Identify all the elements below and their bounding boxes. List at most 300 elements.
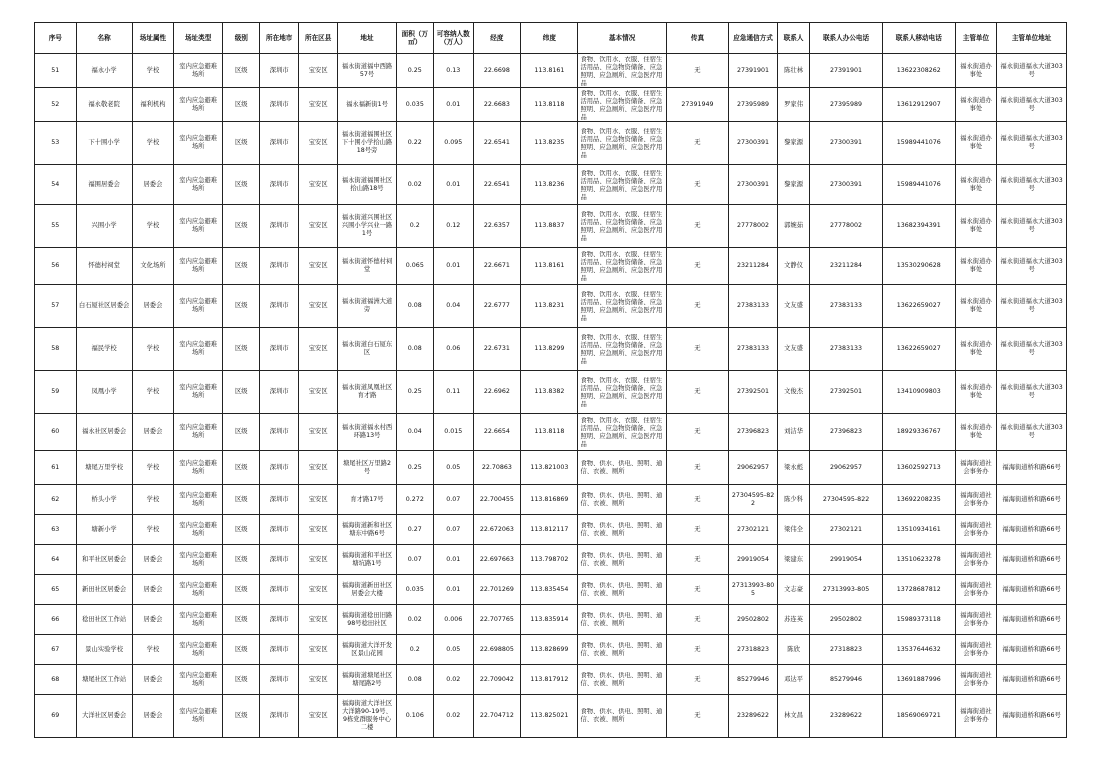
cell-col-city: 深圳市 <box>260 451 298 485</box>
cell-col-mobile-phone: 13410909803 <box>882 371 955 414</box>
cell-col-area: 0.2 <box>396 205 433 248</box>
cell-col-area: 0.22 <box>396 122 433 165</box>
cell-col-level: 区级 <box>223 695 260 738</box>
cell-col-site-type: 室内应急避难场所 <box>174 205 223 248</box>
cell-col-emergency-comm: 27383133 <box>729 285 778 328</box>
cell-col-contact: 黎家源 <box>777 165 809 205</box>
cell-col-latitude: 113.835914 <box>521 605 578 635</box>
cell-col-supervisor: 福永街道办事处 <box>955 328 997 371</box>
cell-col-district: 宝安区 <box>298 205 337 248</box>
cell-col-basic-info <box>578 165 666 205</box>
cell-col-longitude: 22.6683 <box>473 88 521 122</box>
cell-col-emergency-comm: 27395989 <box>729 88 778 122</box>
cell-col-mobile-phone: 18569069721 <box>882 695 955 738</box>
header-col-mobile-phone: 联系人移动电话 <box>882 23 955 54</box>
cell-col-contact: 林文昌 <box>777 695 809 738</box>
cell-col-address: 福永街道白石厦东区 <box>338 328 396 371</box>
cell-col-capacity: 0.01 <box>434 248 473 285</box>
cell-col-capacity: 0.01 <box>434 545 473 575</box>
cell-col-area: 0.08 <box>396 665 433 695</box>
cell-col-supervisor: 福海街道社会事务办 <box>955 451 997 485</box>
cell-col-index: 58 <box>35 328 77 371</box>
cell-col-latitude: 113.817912 <box>521 665 578 695</box>
header-col-contact: 联系人 <box>777 23 809 54</box>
basic-info-text: 食物、供水、供电、照明、通信、衣被、厕所 <box>580 641 663 657</box>
cell-col-office-phone: 27391901 <box>810 54 883 88</box>
cell-col-district: 宝安区 <box>298 451 337 485</box>
cell-col-fax: 无 <box>666 545 728 575</box>
cell-col-name: 福永小学 <box>76 54 132 88</box>
cell-col-fax: 无 <box>666 54 728 88</box>
cell-col-supervisor-address: 福海街道桥和路66号 <box>997 545 1067 575</box>
cell-col-district: 宝安区 <box>298 485 337 515</box>
cell-col-index: 54 <box>35 165 77 205</box>
cell-col-capacity: 0.07 <box>434 515 473 545</box>
basic-info-text: 食物、供水、供电、照明、通信、衣被、厕所 <box>580 551 663 567</box>
cell-col-address: 福永街道怀德村祠堂 <box>338 248 396 285</box>
cell-col-address: 福永街道福洲大道旁 <box>338 285 396 328</box>
basic-info-text: 食物、饮用水、衣服、住宿生活用品、应急物资储备、应急照明、应急厕所、应急医疗用品 <box>580 89 663 120</box>
cell-col-address: 福永街道福围社区拾山路18号 <box>338 165 396 205</box>
cell-col-address: 福海街道和平社区塘坑路1号 <box>338 545 396 575</box>
cell-col-office-phone: 27302121 <box>810 515 883 545</box>
cell-col-address: 福永街道福中西路57号 <box>338 54 396 88</box>
cell-col-supervisor: 福永街道办事处 <box>955 54 997 88</box>
cell-col-area: 0.02 <box>396 165 433 205</box>
cell-col-city: 深圳市 <box>260 665 298 695</box>
cell-col-area: 0.106 <box>396 695 433 738</box>
table-row <box>35 285 1067 328</box>
table-row <box>35 371 1067 414</box>
cell-col-contact: 文静仪 <box>777 248 809 285</box>
cell-col-office-phone: 23289622 <box>810 695 883 738</box>
cell-col-level: 区级 <box>223 285 260 328</box>
cell-col-site-type: 室内应急避难场所 <box>174 88 223 122</box>
cell-col-emergency-comm: 27313993-805 <box>729 575 778 605</box>
cell-col-latitude: 113.8161 <box>521 54 578 88</box>
cell-col-site-type: 室内应急避难场所 <box>174 635 223 665</box>
cell-col-contact: 陈壮林 <box>777 54 809 88</box>
cell-col-fax: 无 <box>666 122 728 165</box>
cell-col-site-attribute: 学校 <box>132 122 174 165</box>
cell-col-district: 宝安区 <box>298 695 337 738</box>
cell-col-latitude: 113.816869 <box>521 485 578 515</box>
cell-col-index: 62 <box>35 485 77 515</box>
cell-col-level: 区级 <box>223 414 260 451</box>
cell-col-longitude: 22.6541 <box>473 122 521 165</box>
cell-col-mobile-phone: 13602592713 <box>882 451 955 485</box>
cell-col-district: 宝安区 <box>298 285 337 328</box>
cell-col-site-attribute: 学校 <box>132 451 174 485</box>
cell-col-level: 区级 <box>223 635 260 665</box>
cell-col-longitude: 22.697663 <box>473 545 521 575</box>
cell-col-city: 深圳市 <box>260 205 298 248</box>
cell-col-contact: 文友盛 <box>777 328 809 371</box>
cell-col-emergency-comm: 27318823 <box>729 635 778 665</box>
cell-col-contact: 罗家伟 <box>777 88 809 122</box>
cell-col-office-phone: 27300391 <box>810 165 883 205</box>
table-row <box>35 575 1067 605</box>
cell-col-name: 怀德村祠堂 <box>76 248 132 285</box>
cell-col-index: 55 <box>35 205 77 248</box>
cell-col-name: 塘尾万里学校 <box>76 451 132 485</box>
cell-col-address: 福永街道福永村西环路13号 <box>338 414 396 451</box>
cell-col-supervisor: 福海街道社会事务办 <box>955 545 997 575</box>
cell-col-city: 深圳市 <box>260 371 298 414</box>
basic-info-text: 食物、供水、供电、照明、通信、衣被、厕所 <box>580 521 663 537</box>
cell-col-capacity: 0.06 <box>434 328 473 371</box>
cell-col-emergency-comm: 23211284 <box>729 248 778 285</box>
table-row <box>35 451 1067 485</box>
cell-col-supervisor-address: 福海街道桥和路66号 <box>997 515 1067 545</box>
header-row <box>35 23 1067 54</box>
cell-col-longitude: 22.6671 <box>473 248 521 285</box>
cell-col-site-type: 室内应急避难场所 <box>174 695 223 738</box>
cell-col-contact: 梁伟全 <box>777 515 809 545</box>
cell-col-office-phone: 27392501 <box>810 371 883 414</box>
cell-col-site-attribute: 学校 <box>132 485 174 515</box>
basic-info-text: 食物、饮用水、衣服、住宿生活用品、应急物资储备、应急照明、应急厕所、应急医疗用品 <box>580 251 663 281</box>
cell-col-district: 宝安区 <box>298 54 337 88</box>
cell-col-basic-info <box>578 54 666 88</box>
cell-col-mobile-phone: 15989441076 <box>882 165 955 205</box>
cell-col-level: 区级 <box>223 328 260 371</box>
cell-col-basic-info <box>578 695 666 738</box>
cell-col-city: 深圳市 <box>260 328 298 371</box>
cell-col-capacity: 0.015 <box>434 414 473 451</box>
cell-col-latitude: 113.8235 <box>521 122 578 165</box>
basic-info-text: 食物、供水、供电、照明、通信、衣被、厕所 <box>580 491 663 507</box>
cell-col-latitude: 113.8837 <box>521 205 578 248</box>
cell-col-basic-info <box>578 328 666 371</box>
header-col-city: 所在地市 <box>260 23 298 54</box>
cell-col-site-type: 室内应急避难场所 <box>174 575 223 605</box>
cell-col-supervisor: 福海街道社会事务办 <box>955 665 997 695</box>
cell-col-site-attribute: 居委会 <box>132 545 174 575</box>
cell-col-mobile-phone: 13682394391 <box>882 205 955 248</box>
cell-col-level: 区级 <box>223 665 260 695</box>
cell-col-fax: 无 <box>666 575 728 605</box>
cell-col-capacity: 0.02 <box>434 665 473 695</box>
table-row <box>35 54 1067 88</box>
cell-col-capacity: 0.05 <box>434 451 473 485</box>
cell-col-contact: 刘洁华 <box>777 414 809 451</box>
cell-col-longitude: 22.700455 <box>473 485 521 515</box>
cell-col-site-attribute: 居委会 <box>132 605 174 635</box>
cell-col-area: 0.27 <box>396 515 433 545</box>
basic-info-text: 食物、饮用水、衣服、住宿生活用品、应急物资储备、应急照明、应急厕所、应急医疗用品 <box>580 211 663 241</box>
cell-col-area: 0.25 <box>396 54 433 88</box>
cell-col-supervisor-address: 福海街道桥和路66号 <box>997 451 1067 485</box>
cell-col-basic-info <box>578 285 666 328</box>
cell-col-fax: 27391949 <box>666 88 728 122</box>
cell-col-basic-info <box>578 665 666 695</box>
cell-col-office-phone: 27318823 <box>810 635 883 665</box>
cell-col-index: 53 <box>35 122 77 165</box>
header-col-address: 地址 <box>338 23 396 54</box>
cell-col-mobile-phone: 13622659027 <box>882 328 955 371</box>
cell-col-site-type: 室内应急避难场所 <box>174 54 223 88</box>
cell-col-site-type: 室内应急避难场所 <box>174 485 223 515</box>
cell-col-office-phone: 27313993-805 <box>810 575 883 605</box>
cell-col-city: 深圳市 <box>260 515 298 545</box>
header-col-district: 所在区县 <box>298 23 337 54</box>
cell-col-longitude: 22.707765 <box>473 605 521 635</box>
cell-col-area: 0.065 <box>396 248 433 285</box>
cell-col-emergency-comm: 27391901 <box>729 54 778 88</box>
table-row <box>35 635 1067 665</box>
cell-col-office-phone: 27300391 <box>810 122 883 165</box>
cell-col-mobile-phone: 13622308262 <box>882 54 955 88</box>
cell-col-contact: 梁建东 <box>777 545 809 575</box>
cell-col-supervisor-address: 福永街道福永大道303号 <box>997 165 1067 205</box>
cell-col-fax: 无 <box>666 285 728 328</box>
cell-col-contact: 黎家源 <box>777 122 809 165</box>
cell-col-supervisor-address: 福海街道桥和路66号 <box>997 695 1067 738</box>
header-col-emergency-comm: 应急通信方式 <box>729 23 778 54</box>
cell-col-level: 区级 <box>223 605 260 635</box>
cell-col-office-phone: 27383133 <box>810 328 883 371</box>
cell-col-supervisor: 福海街道社会事务办 <box>955 485 997 515</box>
cell-col-site-attribute: 学校 <box>132 635 174 665</box>
cell-col-name: 塘尾社区工作站 <box>76 665 132 695</box>
cell-col-area: 0.25 <box>396 371 433 414</box>
cell-col-name: 福围居委会 <box>76 165 132 205</box>
cell-col-capacity: 0.01 <box>434 88 473 122</box>
table-row <box>35 205 1067 248</box>
cell-col-district: 宝安区 <box>298 165 337 205</box>
cell-col-latitude: 113.8299 <box>521 328 578 371</box>
cell-col-name: 稔田社区工作站 <box>76 605 132 635</box>
cell-col-emergency-comm: 27392501 <box>729 371 778 414</box>
cell-col-site-attribute: 居委会 <box>132 575 174 605</box>
cell-col-district: 宝安区 <box>298 575 337 605</box>
cell-col-level: 区级 <box>223 485 260 515</box>
header-col-latitude: 纬度 <box>521 23 578 54</box>
cell-col-site-type: 室内应急避难场所 <box>174 285 223 328</box>
cell-col-supervisor-address: 福海街道桥和路66号 <box>997 575 1067 605</box>
cell-col-longitude: 22.6777 <box>473 285 521 328</box>
table-row <box>35 248 1067 285</box>
cell-col-latitude: 113.8118 <box>521 414 578 451</box>
cell-col-office-phone: 29919054 <box>810 545 883 575</box>
cell-col-emergency-comm: 29919054 <box>729 545 778 575</box>
table-row <box>35 485 1067 515</box>
cell-col-latitude: 113.8236 <box>521 165 578 205</box>
cell-col-capacity: 0.01 <box>434 165 473 205</box>
cell-col-capacity: 0.006 <box>434 605 473 635</box>
cell-col-index: 65 <box>35 575 77 605</box>
cell-col-capacity: 0.05 <box>434 635 473 665</box>
cell-col-name: 凤凰小学 <box>76 371 132 414</box>
table-row <box>35 545 1067 575</box>
cell-col-index: 66 <box>35 605 77 635</box>
cell-col-office-phone: 29062957 <box>810 451 883 485</box>
cell-col-capacity: 0.12 <box>434 205 473 248</box>
cell-col-fax: 无 <box>666 665 728 695</box>
cell-col-emergency-comm: 27302121 <box>729 515 778 545</box>
cell-col-office-phone: 23211284 <box>810 248 883 285</box>
cell-col-name: 新田社区居委会 <box>76 575 132 605</box>
cell-col-supervisor-address: 福永街道福永大道303号 <box>997 328 1067 371</box>
cell-col-address: 福永街道凤凰社区育才路 <box>338 371 396 414</box>
cell-col-index: 68 <box>35 665 77 695</box>
cell-col-site-attribute: 文化场所 <box>132 248 174 285</box>
cell-col-capacity: 0.11 <box>434 371 473 414</box>
cell-col-basic-info <box>578 635 666 665</box>
cell-col-basic-info <box>578 515 666 545</box>
table-row <box>35 695 1067 738</box>
shelter-table <box>34 22 1067 738</box>
header-col-site-type: 场址类型 <box>174 23 223 54</box>
cell-col-site-attribute: 居委会 <box>132 165 174 205</box>
cell-col-longitude: 22.6962 <box>473 371 521 414</box>
cell-col-name: 福永社区居委会 <box>76 414 132 451</box>
cell-col-district: 宝安区 <box>298 371 337 414</box>
cell-col-city: 深圳市 <box>260 54 298 88</box>
cell-col-longitude: 22.704712 <box>473 695 521 738</box>
cell-col-mobile-phone: 13537644632 <box>882 635 955 665</box>
cell-col-capacity: 0.07 <box>434 485 473 515</box>
cell-col-name: 福民学校 <box>76 328 132 371</box>
basic-info-text: 食物、供水、供电、照明、通信、衣被、厕所 <box>580 611 663 627</box>
cell-col-basic-info <box>578 248 666 285</box>
cell-col-index: 69 <box>35 695 77 738</box>
cell-col-site-type: 室内应急避难场所 <box>174 371 223 414</box>
cell-col-level: 区级 <box>223 165 260 205</box>
header-col-supervisor-address: 主管单位地址 <box>997 23 1067 54</box>
cell-col-district: 宝安区 <box>298 545 337 575</box>
cell-col-district: 宝安区 <box>298 635 337 665</box>
cell-col-longitude: 22.6654 <box>473 414 521 451</box>
cell-col-site-type: 室内应急避难场所 <box>174 122 223 165</box>
header-col-office-phone: 联系人办公电话 <box>810 23 883 54</box>
cell-col-address: 育才路17号 <box>338 485 396 515</box>
cell-col-supervisor: 福海街道社会事务办 <box>955 695 997 738</box>
cell-col-contact: 苏连英 <box>777 605 809 635</box>
cell-col-level: 区级 <box>223 545 260 575</box>
cell-col-site-attribute: 学校 <box>132 371 174 414</box>
cell-col-site-attribute: 学校 <box>132 205 174 248</box>
cell-col-supervisor: 福永街道办事处 <box>955 88 997 122</box>
basic-info-text: 食物、供水、供电、照明、通信、衣被、厕所 <box>580 581 663 597</box>
cell-col-level: 区级 <box>223 54 260 88</box>
cell-col-basic-info <box>578 605 666 635</box>
cell-col-index: 59 <box>35 371 77 414</box>
cell-col-supervisor-address: 福永街道福永大道303号 <box>997 248 1067 285</box>
cell-col-level: 区级 <box>223 122 260 165</box>
cell-col-mobile-phone: 13612912907 <box>882 88 955 122</box>
cell-col-index: 64 <box>35 545 77 575</box>
cell-col-mobile-phone: 18929336767 <box>882 414 955 451</box>
cell-col-address: 福永福新街1号 <box>338 88 396 122</box>
basic-info-text: 食物、供水、供电、照明、通信、衣被、厕所 <box>580 459 663 475</box>
cell-col-mobile-phone: 15989373118 <box>882 605 955 635</box>
cell-col-basic-info <box>578 485 666 515</box>
cell-col-address: 福海街道大洋开发区景山花园 <box>338 635 396 665</box>
cell-col-city: 深圳市 <box>260 248 298 285</box>
cell-col-latitude: 113.812117 <box>521 515 578 545</box>
cell-col-supervisor-address: 福永街道福永大道303号 <box>997 371 1067 414</box>
cell-col-mobile-phone: 13692208235 <box>882 485 955 515</box>
cell-col-index: 52 <box>35 88 77 122</box>
cell-col-supervisor: 福海街道社会事务办 <box>955 605 997 635</box>
cell-col-supervisor-address: 福永街道福永大道303号 <box>997 205 1067 248</box>
cell-col-supervisor: 福海街道社会事务办 <box>955 635 997 665</box>
cell-col-level: 区级 <box>223 575 260 605</box>
cell-col-city: 深圳市 <box>260 165 298 205</box>
table-row <box>35 122 1067 165</box>
cell-col-address: 福海街道新和社区塘东中路6号 <box>338 515 396 545</box>
cell-col-site-attribute: 居委会 <box>132 414 174 451</box>
cell-col-supervisor-address: 福海街道桥和路66号 <box>997 665 1067 695</box>
cell-col-index: 61 <box>35 451 77 485</box>
cell-col-fax: 无 <box>666 371 728 414</box>
basic-info-text: 食物、饮用水、衣服、住宿生活用品、应急物资储备、应急照明、应急厕所、应急医疗用品 <box>580 291 663 321</box>
cell-col-contact: 邓达平 <box>777 665 809 695</box>
cell-col-emergency-comm: 27383133 <box>729 328 778 371</box>
cell-col-longitude: 22.6357 <box>473 205 521 248</box>
cell-col-emergency-comm: 27304595-822 <box>729 485 778 515</box>
cell-col-city: 深圳市 <box>260 285 298 328</box>
cell-col-index: 56 <box>35 248 77 285</box>
cell-col-supervisor-address: 福永街道福永大道303号 <box>997 122 1067 165</box>
cell-col-mobile-phone: 13530290628 <box>882 248 955 285</box>
cell-col-site-type: 室内应急避难场所 <box>174 605 223 635</box>
header-col-fax: 传真 <box>666 23 728 54</box>
cell-col-supervisor: 福永街道办事处 <box>955 122 997 165</box>
cell-col-site-type: 室内应急避难场所 <box>174 665 223 695</box>
cell-col-mobile-phone: 13510934161 <box>882 515 955 545</box>
table-body <box>35 54 1067 738</box>
cell-col-site-type: 室内应急避难场所 <box>174 414 223 451</box>
cell-col-contact: 文友盛 <box>777 285 809 328</box>
cell-col-district: 宝安区 <box>298 122 337 165</box>
header-col-index: 序号 <box>35 23 77 54</box>
cell-col-fax: 无 <box>666 328 728 371</box>
cell-col-city: 深圳市 <box>260 695 298 738</box>
cell-col-longitude: 22.709042 <box>473 665 521 695</box>
cell-col-level: 区级 <box>223 451 260 485</box>
table-row <box>35 605 1067 635</box>
cell-col-latitude: 113.798702 <box>521 545 578 575</box>
cell-col-area: 0.035 <box>396 575 433 605</box>
cell-col-name: 下十围小学 <box>76 122 132 165</box>
cell-col-index: 60 <box>35 414 77 451</box>
cell-col-name: 桥头小学 <box>76 485 132 515</box>
cell-col-area: 0.272 <box>396 485 433 515</box>
cell-col-fax: 无 <box>666 485 728 515</box>
cell-col-basic-info <box>578 545 666 575</box>
cell-col-emergency-comm: 27396823 <box>729 414 778 451</box>
cell-col-contact: 文志豪 <box>777 575 809 605</box>
cell-col-area: 0.02 <box>396 605 433 635</box>
basic-info-text: 食物、饮用水、衣服、住宿生活用品、应急物资储备、应急照明、应急厕所、应急医疗用品 <box>580 334 663 364</box>
cell-col-supervisor: 福永街道办事处 <box>955 205 997 248</box>
basic-info-text: 食物、饮用水、衣服、住宿生活用品、应急物资储备、应急照明、应急厕所、应急医疗用品 <box>580 128 663 158</box>
cell-col-longitude: 22.701269 <box>473 575 521 605</box>
cell-col-longitude: 22.6698 <box>473 54 521 88</box>
cell-col-site-type: 室内应急避难场所 <box>174 451 223 485</box>
table-row <box>35 665 1067 695</box>
cell-col-mobile-phone: 13622659027 <box>882 285 955 328</box>
cell-col-level: 区级 <box>223 248 260 285</box>
cell-col-district: 宝安区 <box>298 515 337 545</box>
cell-col-level: 区级 <box>223 515 260 545</box>
basic-info-text: 食物、饮用水、衣服、住宿生活用品、应急物资储备、应急照明、应急厕所、应急医疗用品 <box>580 55 663 86</box>
cell-col-capacity: 0.01 <box>434 575 473 605</box>
cell-col-fax: 无 <box>666 605 728 635</box>
